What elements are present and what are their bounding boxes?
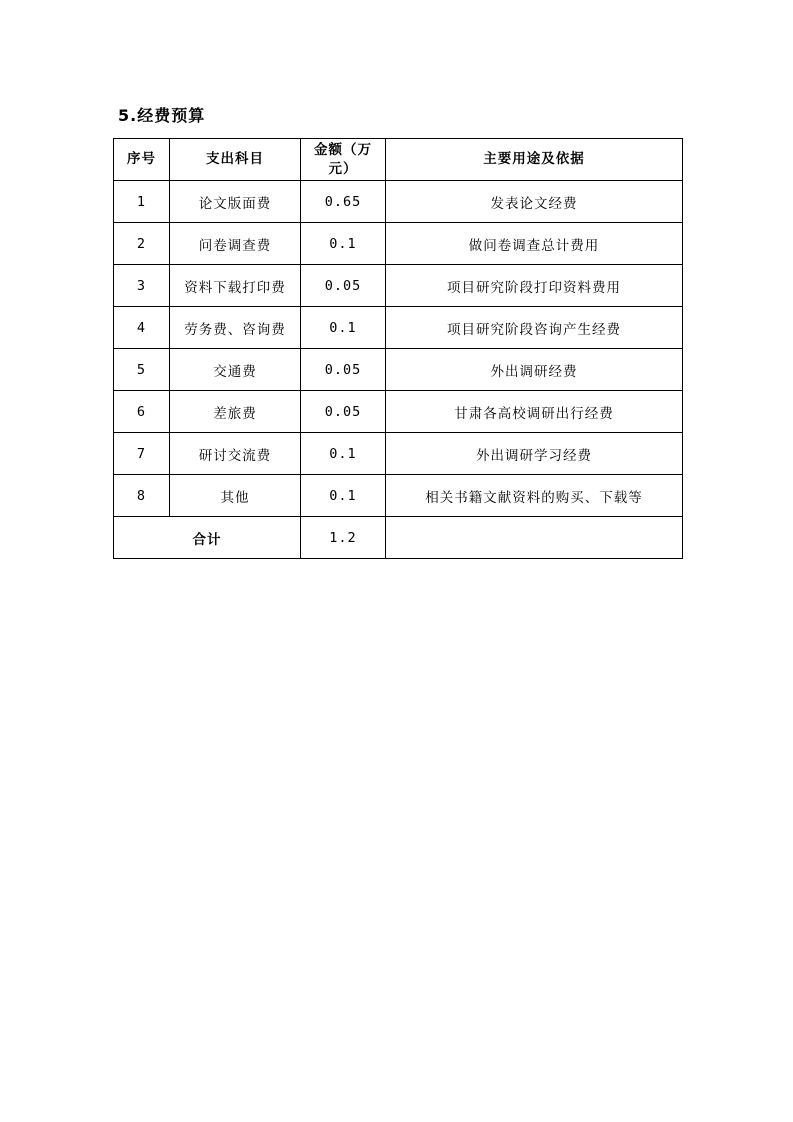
cell-seq: 7 <box>114 433 170 475</box>
cell-item: 论文版面费 <box>170 181 301 223</box>
cell-purpose: 做问卷调查总计费用 <box>386 223 683 265</box>
header-item: 支出科目 <box>170 139 301 181</box>
cell-amount: 0.1 <box>301 307 386 349</box>
cell-purpose: 外出调研经费 <box>386 349 683 391</box>
table-row <box>114 265 683 307</box>
cell-amount: 0.1 <box>301 475 386 517</box>
table-row <box>114 307 683 349</box>
table-row <box>114 391 683 433</box>
header-amount: 金额（万元） <box>301 139 386 181</box>
cell-item: 其他 <box>170 475 301 517</box>
section-title: 5.经费预算 <box>118 106 206 125</box>
cell-item: 交通费 <box>170 349 301 391</box>
cell-purpose: 项目研究阶段打印资料费用 <box>386 265 683 307</box>
cell-seq: 2 <box>114 223 170 265</box>
cell-purpose: 项目研究阶段咨询产生经费 <box>386 307 683 349</box>
header-purpose: 主要用途及依据 <box>386 139 683 181</box>
cell-amount: 0.65 <box>301 181 386 223</box>
cell-purpose: 相关书籍文献资料的购买、下载等 <box>386 475 683 517</box>
cell-item: 劳务费、咨询费 <box>170 307 301 349</box>
budget-table <box>113 138 683 559</box>
table-row <box>114 223 683 265</box>
total-purpose <box>386 517 683 559</box>
cell-amount: 0.1 <box>301 223 386 265</box>
cell-item: 资料下载打印费 <box>170 265 301 307</box>
header-seq: 序号 <box>114 139 170 181</box>
cell-item: 问卷调查费 <box>170 223 301 265</box>
cell-purpose: 甘肃各高校调研出行经费 <box>386 391 683 433</box>
cell-seq: 3 <box>114 265 170 307</box>
table-row <box>114 349 683 391</box>
cell-amount: 0.05 <box>301 265 386 307</box>
total-label: 合计 <box>114 517 301 559</box>
cell-seq: 8 <box>114 475 170 517</box>
total-amount: 1.2 <box>301 517 386 559</box>
cell-seq: 6 <box>114 391 170 433</box>
cell-amount: 0.05 <box>301 391 386 433</box>
cell-seq: 1 <box>114 181 170 223</box>
cell-item: 研讨交流费 <box>170 433 301 475</box>
cell-seq: 4 <box>114 307 170 349</box>
table-row <box>114 181 683 223</box>
cell-amount: 0.05 <box>301 349 386 391</box>
cell-purpose: 外出调研学习经费 <box>386 433 683 475</box>
cell-item: 差旅费 <box>170 391 301 433</box>
table-row <box>114 475 683 517</box>
cell-purpose: 发表论文经费 <box>386 181 683 223</box>
header-row <box>114 139 683 181</box>
table-row <box>114 433 683 475</box>
cell-seq: 5 <box>114 349 170 391</box>
cell-amount: 0.1 <box>301 433 386 475</box>
total-row <box>114 517 683 559</box>
